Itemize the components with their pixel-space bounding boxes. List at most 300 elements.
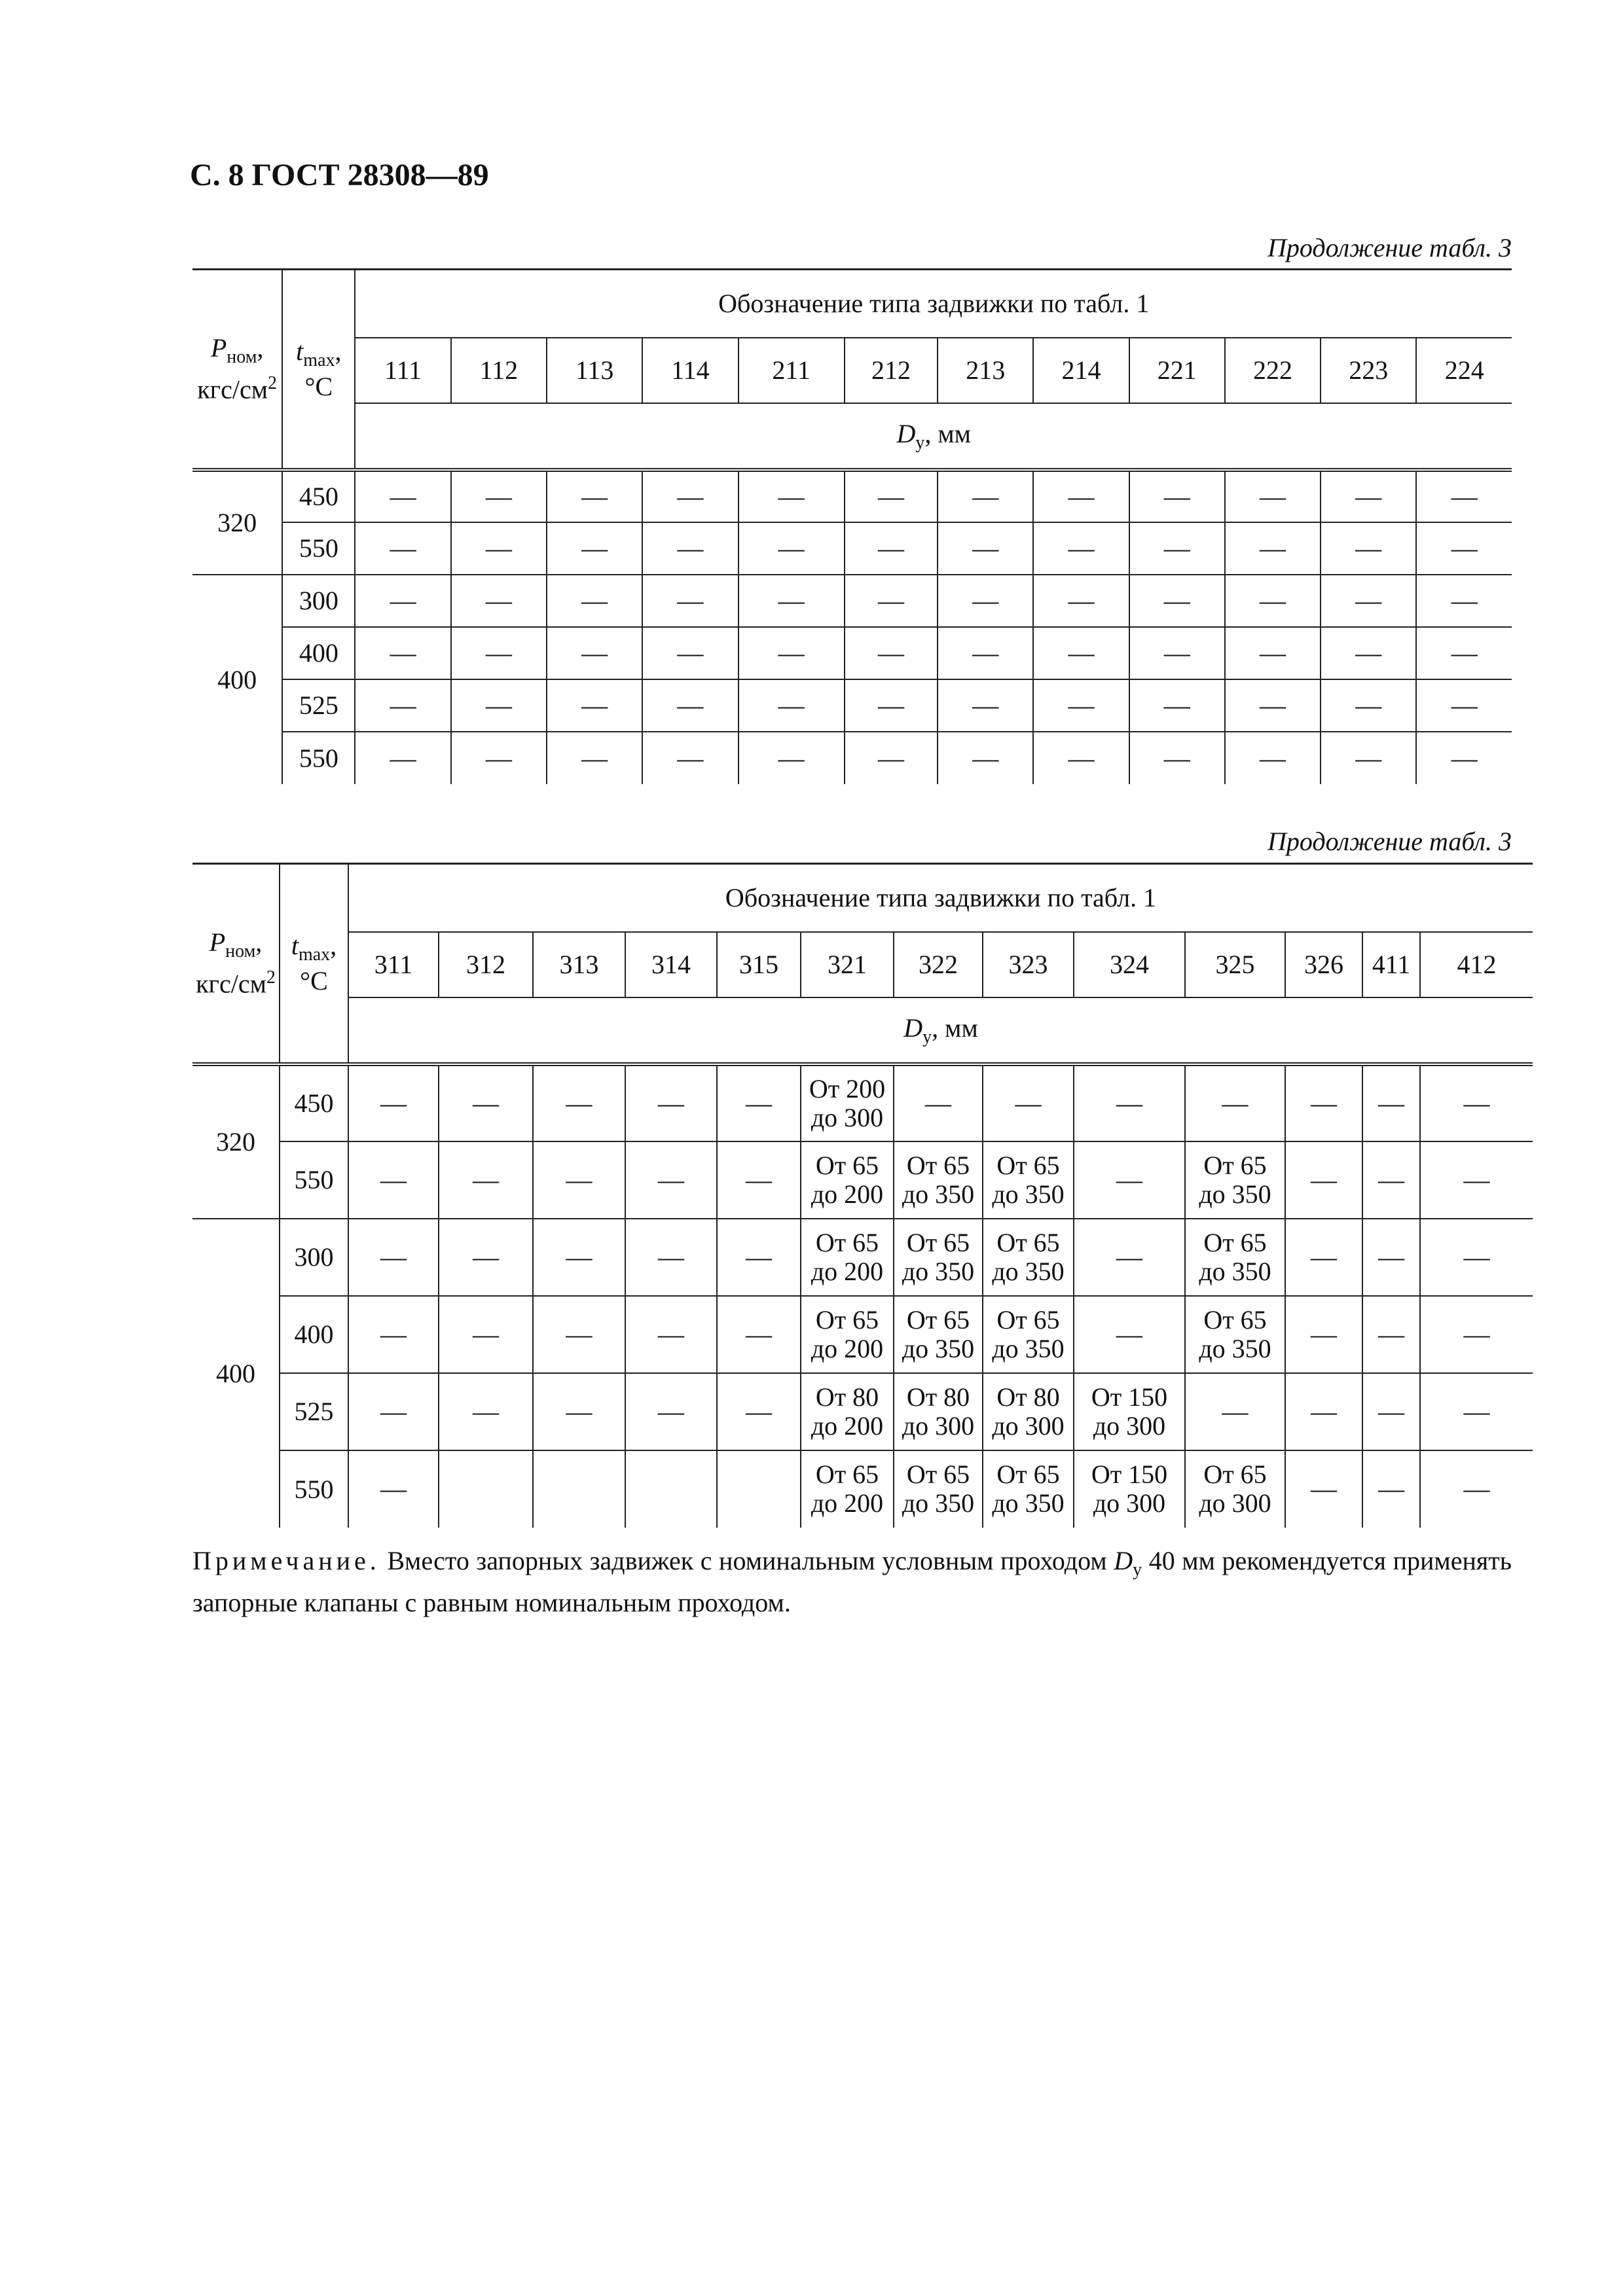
dy-range-cell: — <box>845 679 938 732</box>
dy-unit-header <box>355 403 1512 470</box>
dy-range-line: — <box>1378 1242 1404 1272</box>
dy-range-cell: — <box>938 627 1033 679</box>
temperature-header-label: $t_{max}$, °C <box>296 336 342 401</box>
dy-range-cell <box>1420 1373 1533 1450</box>
dy-range-line: От 65 <box>906 1227 970 1257</box>
dy-range-text <box>1421 1320 1533 1349</box>
column-code: 322 <box>894 932 983 997</box>
dy-range-cell <box>439 1373 533 1450</box>
dy-range-text <box>801 1151 893 1209</box>
dy-range-line: — <box>658 1164 684 1194</box>
dy-range-line: — <box>1378 1474 1404 1503</box>
dy-range-text <box>1074 1320 1184 1349</box>
note-dy-subscript: у <box>1133 1560 1142 1580</box>
table1 <box>192 268 1512 784</box>
dy-range-text <box>626 1089 716 1118</box>
column-code: 324 <box>1074 932 1185 997</box>
dy-range-cell <box>1185 1450 1285 1528</box>
dy-range-cell <box>1420 1141 1533 1219</box>
dy-range-text <box>439 1166 532 1194</box>
dy-range-line: до 200 <box>811 1179 884 1209</box>
dy-range-text <box>983 1383 1073 1441</box>
pressure-value: 320 <box>192 470 282 575</box>
temperature-value: 450 <box>282 470 355 522</box>
dy-range-cell: — <box>1033 732 1129 784</box>
dy-range-cell: — <box>451 470 547 522</box>
dy-range-cell <box>533 1373 625 1450</box>
dy-range-text <box>349 1397 438 1426</box>
pressure-unit: кгс/см <box>196 969 266 999</box>
dy-range-text <box>1186 1229 1285 1286</box>
dy-range-line: — <box>1311 1396 1337 1426</box>
note-label: Примечание. <box>192 1546 380 1575</box>
dy-range-text <box>894 1151 982 1209</box>
dy-range-line: — <box>566 1088 593 1118</box>
dy-range-cell <box>717 1296 801 1373</box>
dy-range-text <box>1286 1397 1362 1426</box>
dy-range-text <box>1186 1306 1285 1363</box>
dy-range-cell: — <box>451 575 547 627</box>
dy-range-cell <box>1420 1296 1533 1373</box>
column-code: 412 <box>1420 932 1533 997</box>
dy-range-line: до 350 <box>1199 1256 1271 1286</box>
dy-range-cell: — <box>1033 575 1129 627</box>
dy-range-cell <box>894 1296 983 1373</box>
column-code: 321 <box>801 932 894 997</box>
dy-range-cell <box>439 1219 533 1296</box>
dy-range-cell: — <box>547 522 642 575</box>
dy-range-cell <box>894 1450 983 1528</box>
temperature-header-label: $t_{max}$, °C <box>291 930 337 996</box>
dy-range-cell: — <box>355 522 450 575</box>
column-code: 211 <box>739 338 845 403</box>
column-code: 212 <box>845 338 938 403</box>
dy-range-text <box>718 1089 800 1118</box>
dy-range-cell: — <box>1321 522 1416 575</box>
dy-range-line: От 65 <box>906 1150 970 1180</box>
dy-range-text <box>801 1075 893 1132</box>
dy-range-line: до 300 <box>811 1102 884 1132</box>
dy-range-cell: — <box>1225 522 1321 575</box>
dy-range-text <box>801 1460 893 1518</box>
column-code: 315 <box>717 932 801 997</box>
dy-range-line: — <box>1378 1164 1404 1194</box>
dy-range-cell <box>801 1450 894 1528</box>
dy-range-line: до 350 <box>902 1256 975 1286</box>
dy-range-line: — <box>473 1319 499 1349</box>
dy-range-line: — <box>1015 1088 1042 1118</box>
dy-range-cell <box>983 1141 1074 1219</box>
dy-range-cell: — <box>355 470 450 522</box>
dy-range-cell: — <box>642 732 738 784</box>
dy-range-text <box>718 1166 800 1194</box>
dy-range-text <box>801 1229 893 1286</box>
dy-range-text <box>1286 1475 1362 1503</box>
dy-range-cell <box>1362 1064 1420 1141</box>
dy-range-cell: — <box>1416 679 1512 732</box>
dy-range-cell: — <box>547 470 642 522</box>
dy-range-line: От 80 <box>906 1382 970 1412</box>
dy-range-cell: — <box>1321 679 1416 732</box>
dy-range-line: — <box>1116 1164 1142 1194</box>
dy-range-text <box>1421 1166 1533 1194</box>
dy-range-cell <box>348 1219 439 1296</box>
dy-range-cell <box>1185 1064 1285 1141</box>
dy-range-text <box>349 1089 438 1118</box>
dy-range-line: до 350 <box>992 1488 1065 1518</box>
temperature-value: 300 <box>280 1219 348 1296</box>
dy-range-cell: — <box>1033 470 1129 522</box>
temperature-symbol: t <box>296 336 304 366</box>
dy-range-line: — <box>1311 1319 1337 1349</box>
dy-range-line: — <box>566 1396 593 1426</box>
dy-range-line: до 300 <box>992 1410 1065 1441</box>
valve-type-group-header: Обозначение типа задвижки по табл. 1 <box>348 864 1533 932</box>
dy-range-cell: — <box>739 732 845 784</box>
dy-range-text <box>983 1151 1073 1209</box>
column-code: 323 <box>983 932 1074 997</box>
dy-range-line: — <box>1463 1242 1490 1272</box>
dy-range-text <box>801 1383 893 1441</box>
dy-range-line: — <box>1311 1242 1337 1272</box>
dy-range-text <box>1363 1397 1419 1426</box>
dy-range-cell: — <box>1033 679 1129 732</box>
dy-unit-row <box>192 403 1512 470</box>
dy-range-cell <box>533 1141 625 1219</box>
table-row <box>192 470 1512 522</box>
dy-range-cell <box>348 1141 439 1219</box>
column-code: 325 <box>1185 932 1285 997</box>
dy-range-text <box>1186 1151 1285 1209</box>
column-code: 313 <box>533 932 625 997</box>
dy-range-line: до 200 <box>811 1410 884 1441</box>
dy-range-line: От 150 <box>1091 1382 1168 1412</box>
dy-range-cell <box>1285 1373 1362 1450</box>
dy-range-line: — <box>746 1088 772 1118</box>
dy-range-cell <box>1074 1296 1185 1373</box>
pressure-symbol: P <box>210 333 227 363</box>
dy-range-line: — <box>1378 1088 1404 1118</box>
dy-range-text <box>534 1166 625 1194</box>
dy-range-line: — <box>658 1088 684 1118</box>
dy-range-text <box>439 1089 532 1118</box>
note-dy-symbol: D <box>1114 1546 1133 1575</box>
dy-range-text <box>1421 1397 1533 1426</box>
dy-range-cell <box>533 1296 625 1373</box>
dy-range-cell <box>1285 1141 1362 1219</box>
dy-range-text <box>1074 1243 1184 1272</box>
dy-range-cell: — <box>739 470 845 522</box>
dy-range-cell <box>1285 1064 1362 1141</box>
dy-range-cell <box>1420 1064 1533 1141</box>
dy-range-text <box>626 1397 716 1426</box>
dy-range-cell: — <box>642 627 738 679</box>
dy-range-line: до 300 <box>902 1410 975 1441</box>
table-row <box>192 522 1512 575</box>
pressure-header-cell <box>192 864 280 1064</box>
table-row <box>192 1219 1533 1296</box>
dy-range-line: до 200 <box>811 1256 884 1286</box>
dy-range-line: — <box>1463 1474 1490 1503</box>
dy-range-cell <box>439 1141 533 1219</box>
dy-range-cell: — <box>1225 627 1321 679</box>
temperature-value: 525 <box>280 1373 348 1450</box>
dy-range-text <box>439 1320 532 1349</box>
dy-range-line: От 65 <box>815 1227 879 1257</box>
dy-range-cell <box>1285 1296 1362 1373</box>
pressure-subscript: ном <box>227 347 257 368</box>
temperature-value: 400 <box>280 1296 348 1373</box>
dy-range-text <box>1186 1089 1285 1118</box>
dy-range-cell: — <box>1416 470 1512 522</box>
dy-range-cell <box>1074 1064 1185 1141</box>
dy-range-cell <box>348 1296 439 1373</box>
pressure-unit: кгс/см <box>197 374 268 404</box>
dy-range-cell: — <box>1416 522 1512 575</box>
dy-range-cell: — <box>451 679 547 732</box>
dy-range-cell: — <box>1416 627 1512 679</box>
pressure-symbol: P <box>209 927 226 958</box>
dy-range-cell: — <box>938 679 1033 732</box>
dy-range-text <box>349 1475 438 1503</box>
dy-range-text <box>894 1306 982 1363</box>
dy-range-cell <box>533 1219 625 1296</box>
temperature-subscript: max <box>303 350 335 370</box>
dy-range-cell: — <box>1225 679 1321 732</box>
dy-range-text <box>1186 1460 1285 1518</box>
dy-range-cell: — <box>1321 470 1416 522</box>
dy-range-text <box>1363 1475 1419 1503</box>
dy-range-cell: — <box>1321 627 1416 679</box>
column-code: 223 <box>1321 338 1416 403</box>
dy-range-cell <box>717 1141 801 1219</box>
temperature-symbol: t <box>291 930 299 960</box>
dy-unit: , мм <box>924 418 971 448</box>
dy-range-line: до 300 <box>1199 1488 1271 1518</box>
dy-range-cell: — <box>938 470 1033 522</box>
pressure-header-cell <box>192 270 282 470</box>
dy-range-text <box>894 1460 982 1518</box>
temperature-header-cell <box>280 864 348 1064</box>
pressure-value: 400 <box>192 1219 280 1528</box>
dy-range-line: От 65 <box>815 1150 879 1180</box>
dy-range-cell: — <box>355 732 450 784</box>
dy-range-line: От 65 <box>996 1460 1060 1489</box>
dy-range-line: — <box>473 1088 499 1118</box>
dy-subscript: у <box>922 1026 932 1047</box>
dy-range-line: — <box>566 1242 593 1272</box>
dy-range-cell <box>348 1064 439 1141</box>
dy-range-text <box>626 1166 716 1194</box>
dy-range-cell: — <box>1416 732 1512 784</box>
dy-range-line: — <box>746 1242 772 1272</box>
dy-range-line: — <box>1311 1088 1337 1118</box>
dy-range-cell <box>1420 1450 1533 1528</box>
temperature-value: 450 <box>280 1064 348 1141</box>
temperature-value: 550 <box>282 732 355 784</box>
dy-range-cell <box>1185 1296 1285 1373</box>
table-row <box>192 732 1512 784</box>
dy-range-text <box>801 1306 893 1363</box>
dy-range-cell: — <box>1129 679 1225 732</box>
dy-range-line: — <box>746 1164 772 1194</box>
dy-range-line: — <box>380 1164 407 1194</box>
dy-range-line: От 200 <box>809 1073 886 1103</box>
dy-range-line: От 80 <box>996 1382 1060 1412</box>
dy-range-line: От 65 <box>1203 1304 1267 1335</box>
pressure-unit-exponent: 2 <box>268 373 278 394</box>
dy-range-cell: — <box>355 627 450 679</box>
dy-range-cell <box>1362 1219 1420 1296</box>
dy-range-cell: — <box>1225 575 1321 627</box>
dy-range-cell: — <box>642 679 738 732</box>
dy-range-text <box>626 1320 716 1349</box>
dy-range-cell: — <box>845 732 938 784</box>
temperature-header-cell <box>282 270 355 470</box>
column-codes-row <box>192 338 1512 403</box>
dy-range-cell <box>894 1064 983 1141</box>
dy-range-text <box>894 1089 982 1118</box>
dy-range-text <box>1286 1320 1362 1349</box>
column-codes-row <box>192 932 1533 997</box>
dy-range-text <box>349 1320 438 1349</box>
dy-range-line: От 65 <box>996 1150 1060 1180</box>
dy-range-text <box>1074 1089 1184 1118</box>
dy-range-text <box>1363 1243 1419 1272</box>
dy-range-cell <box>1185 1141 1285 1219</box>
dy-range-line: — <box>1116 1088 1142 1118</box>
dy-range-cell <box>983 1296 1074 1373</box>
dy-range-cell <box>717 1450 801 1528</box>
dy-range-cell <box>1074 1219 1185 1296</box>
dy-range-cell <box>1074 1450 1185 1528</box>
dy-range-cell <box>894 1219 983 1296</box>
column-code: 114 <box>642 338 738 403</box>
dy-unit-row <box>192 997 1533 1064</box>
dy-range-line: до 350 <box>1199 1179 1271 1209</box>
dy-range-cell: — <box>1129 470 1225 522</box>
note-text-after: 40 мм рекомендуется применять запорные клапаны с равным номинальным проходом. <box>192 1546 1512 1617</box>
dy-range-text <box>983 1460 1073 1518</box>
dy-range-cell <box>983 1450 1074 1528</box>
column-code: 213 <box>938 338 1033 403</box>
dy-range-cell: — <box>642 470 738 522</box>
dy-range-cell <box>533 1064 625 1141</box>
dy-range-line: — <box>658 1242 684 1272</box>
table-row <box>192 1450 1533 1528</box>
dy-range-cell: — <box>547 575 642 627</box>
table-row <box>192 679 1512 732</box>
dy-range-text <box>1363 1089 1419 1118</box>
dy-range-cell: — <box>1129 575 1225 627</box>
column-code: 326 <box>1285 932 1362 997</box>
dy-range-cell <box>625 1219 717 1296</box>
dy-range-line: — <box>380 1088 407 1118</box>
table1-continuation-label: Продолжение табл. 3 <box>1267 233 1512 262</box>
column-code: 222 <box>1225 338 1321 403</box>
dy-range-cell: — <box>845 575 938 627</box>
dy-range-line: — <box>380 1396 407 1426</box>
dy-range-line: — <box>473 1396 499 1426</box>
temperature-value: 525 <box>282 679 355 732</box>
dy-range-line: — <box>1463 1164 1490 1194</box>
dy-range-text <box>1286 1243 1362 1272</box>
dy-range-text <box>983 1089 1073 1118</box>
dy-range-line: — <box>658 1396 684 1426</box>
dy-range-text <box>718 1320 800 1349</box>
table2-continuation-label: Продолжение табл. 3 <box>1267 827 1512 856</box>
dy-range-cell <box>1074 1141 1185 1219</box>
dy-unit: , мм <box>932 1013 978 1043</box>
dy-range-line: От 65 <box>815 1460 879 1489</box>
dy-range-text <box>1421 1089 1533 1118</box>
dy-range-cell <box>717 1219 801 1296</box>
dy-range-cell: — <box>739 679 845 732</box>
dy-range-cell: — <box>1033 627 1129 679</box>
dy-range-cell <box>801 1219 894 1296</box>
dy-range-line: до 350 <box>902 1179 975 1209</box>
dy-range-line: — <box>746 1319 772 1349</box>
dy-range-cell <box>983 1373 1074 1450</box>
dy-range-cell: — <box>355 575 450 627</box>
dy-range-text <box>626 1243 716 1272</box>
column-code: 312 <box>439 932 533 997</box>
dy-range-text <box>1363 1320 1419 1349</box>
dy-range-cell: — <box>547 627 642 679</box>
column-code: 113 <box>547 338 642 403</box>
dy-range-cell: — <box>739 627 845 679</box>
dy-range-cell <box>1185 1219 1285 1296</box>
column-code: 224 <box>1416 338 1512 403</box>
dy-range-line: — <box>566 1164 593 1194</box>
dy-range-cell <box>1285 1219 1362 1296</box>
dy-range-line: — <box>1463 1088 1490 1118</box>
dy-range-cell <box>801 1373 894 1450</box>
dy-range-text <box>349 1166 438 1194</box>
dy-range-cell <box>1185 1373 1285 1450</box>
dy-range-line: От 65 <box>1203 1460 1267 1489</box>
dy-range-cell: — <box>451 627 547 679</box>
dy-range-text <box>718 1243 800 1272</box>
dy-range-cell: — <box>451 732 547 784</box>
dy-range-cell <box>801 1296 894 1373</box>
page-header: С. 8 ГОСТ 28308—89 <box>190 158 489 192</box>
dy-range-text <box>349 1243 438 1272</box>
column-code: 112 <box>451 338 547 403</box>
dy-range-line: до 350 <box>1199 1333 1271 1363</box>
dy-range-cell <box>801 1141 894 1219</box>
temperature-unit: °C <box>300 965 328 996</box>
table-row <box>192 627 1512 679</box>
pressure-value: 320 <box>192 1064 280 1219</box>
dy-range-text <box>983 1229 1073 1286</box>
dy-range-line: — <box>658 1319 684 1349</box>
table-row <box>192 1296 1533 1373</box>
dy-range-cell: — <box>938 575 1033 627</box>
pressure-unit-exponent: 2 <box>266 967 276 988</box>
dy-range-cell: — <box>1416 575 1512 627</box>
dy-range-cell <box>1362 1296 1420 1373</box>
dy-range-line: до 200 <box>811 1488 884 1518</box>
table2 <box>192 863 1533 1528</box>
dy-range-text <box>1421 1475 1533 1503</box>
dy-range-line: От 65 <box>1203 1227 1267 1257</box>
dy-range-line: до 300 <box>1093 1488 1166 1518</box>
dy-range-cell <box>625 1450 717 1528</box>
dy-range-cell: — <box>1321 575 1416 627</box>
dy-range-text <box>1186 1397 1285 1426</box>
dy-symbol: D <box>903 1013 923 1043</box>
